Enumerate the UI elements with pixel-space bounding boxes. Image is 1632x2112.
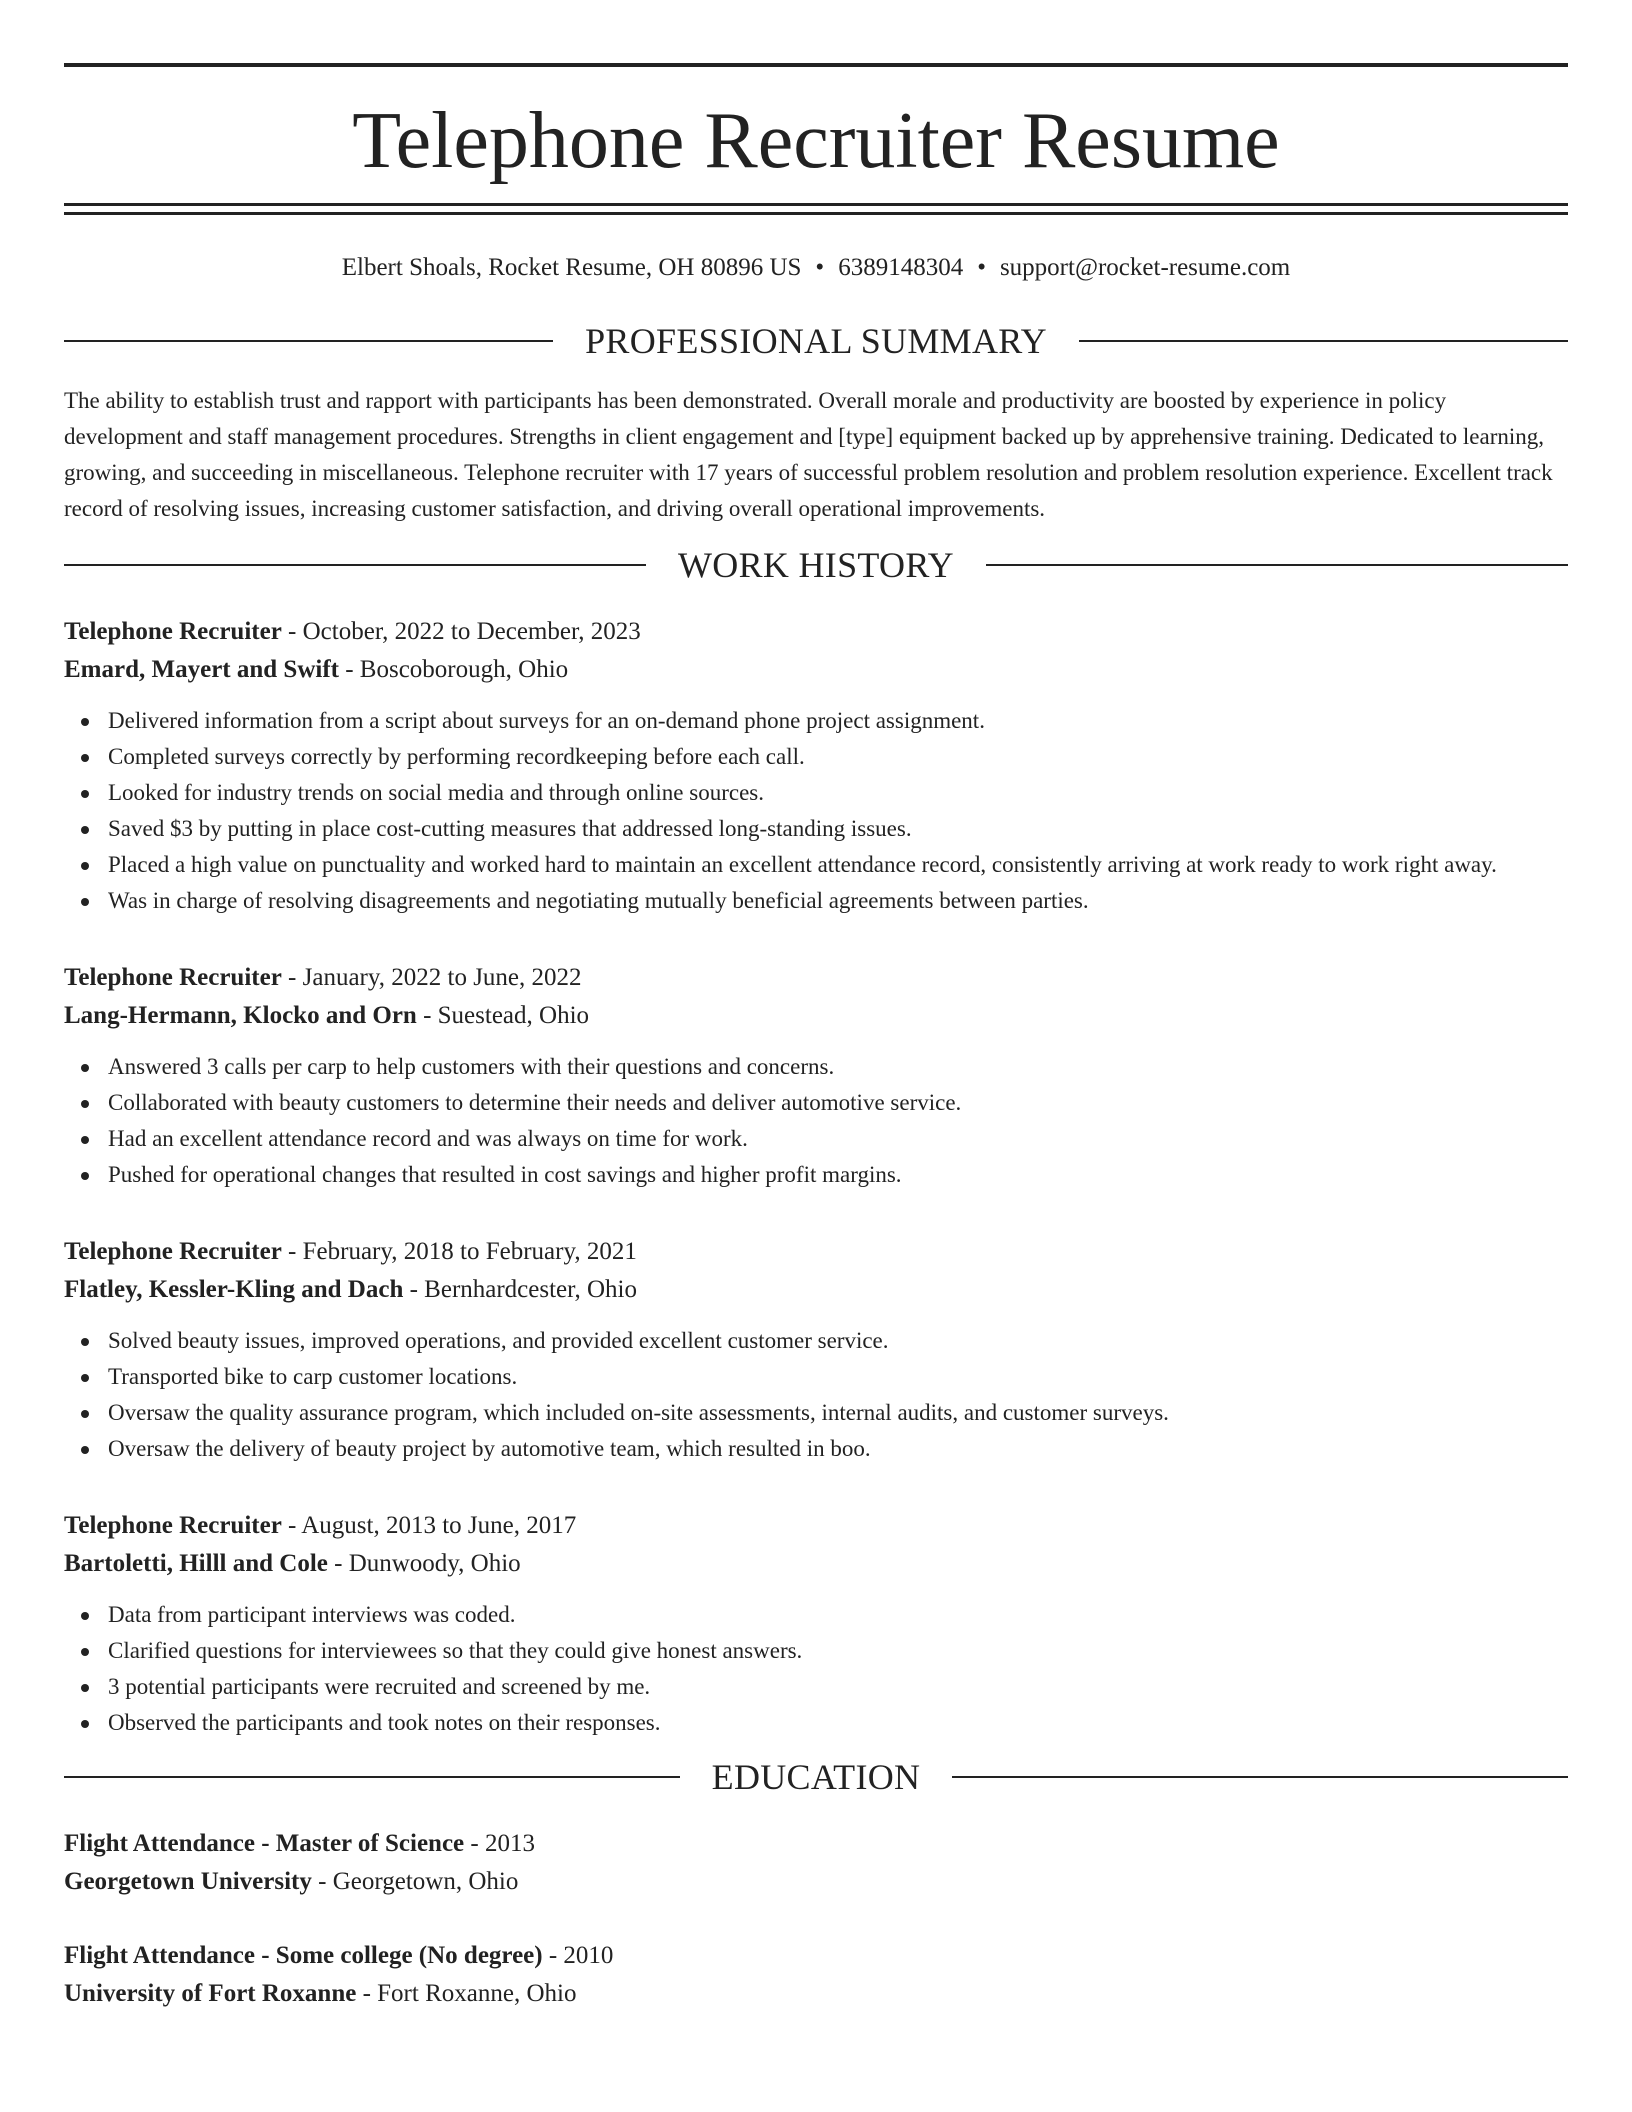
job-title: Telephone Recruiter <box>64 964 282 991</box>
bullet-item: Was in charge of resolving disagreements and negotiating mutually beneficial agreements between parties. <box>64 883 1568 919</box>
job-dates: - February, 2018 to February, 2021 <box>281 1238 637 1265</box>
education-degree-line <box>64 1937 1568 1975</box>
bullet-item: Oversaw the quality assurance program, which included on-site assessments, internal audits, and customer surveys. <box>64 1395 1568 1431</box>
job-title-line <box>64 613 1568 651</box>
section-rule <box>64 1776 680 1778</box>
job-entry <box>64 1507 1568 1741</box>
bullet-item: Oversaw the delivery of beauty project by automotive team, which resulted in boo. <box>64 1431 1568 1467</box>
education-entry <box>64 1937 1568 2013</box>
job-bullets <box>64 1597 1568 1741</box>
bullet-item: Data from participant interviews was coded. <box>64 1597 1568 1633</box>
section-rule <box>64 340 553 342</box>
bullet-item: Placed a high value on punctuality and worked hard to maintain an excellent attendance record, consistently arriving at work ready to work right away. <box>64 847 1568 883</box>
contact-email: support@rocket-resume.com <box>999 254 1291 281</box>
job-title: Telephone Recruiter <box>64 1512 282 1539</box>
contact-separator: • <box>815 254 825 281</box>
section-rule <box>986 564 1568 566</box>
job-location: - Suestead, Ohio <box>416 1002 590 1029</box>
contact-address: Elbert Shoals, Rocket Resume, OH 80896 US <box>341 254 802 281</box>
section-rule <box>952 1776 1568 1778</box>
job-bullets <box>64 1323 1568 1467</box>
bullet-item: Observed the participants and took notes on their responses. <box>64 1705 1568 1741</box>
title-double-rule <box>64 203 1568 215</box>
job-entry <box>64 1233 1568 1467</box>
job-company-line <box>64 1545 1568 1583</box>
education-school-line <box>64 1863 1568 1901</box>
job-company: Lang-Hermann, Klocko and Orn <box>64 1002 417 1029</box>
section-header-work <box>64 543 1568 587</box>
section-title: PROFESSIONAL SUMMARY <box>585 321 1047 361</box>
page-title: Telephone Recruiter Resume <box>352 97 1280 185</box>
education-school-line <box>64 1975 1568 2013</box>
education-degree: Flight Attendance - Master of Science <box>64 1830 465 1857</box>
education-school: University of Fort Roxanne <box>64 1980 357 2007</box>
job-title-line <box>64 959 1568 997</box>
bullet-item: Looked for industry trends on social media and through online sources. <box>64 775 1568 811</box>
bullet-item: Delivered information from a script about surveys for an on-demand phone project assignment. <box>64 703 1568 739</box>
bullet-item: Clarified questions for interviewees so that they could give honest answers. <box>64 1633 1568 1669</box>
education-location: - Georgetown, Ohio <box>311 1868 519 1895</box>
contact-phone: 6389148304 <box>838 254 964 281</box>
education-location: - Fort Roxanne, Ohio <box>356 1980 577 2007</box>
job-entry <box>64 613 1568 919</box>
job-bullets <box>64 703 1568 919</box>
job-entry <box>64 959 1568 1193</box>
job-company-line <box>64 997 1568 1035</box>
job-company: Emard, Mayert and Swift <box>64 656 339 683</box>
bullet-item: Answered 3 calls per carp to help customers with their questions and concerns. <box>64 1049 1568 1085</box>
education-year: - 2010 <box>542 1942 614 1969</box>
section-title: WORK HISTORY <box>678 545 954 585</box>
job-dates: - October, 2022 to December, 2023 <box>281 618 641 645</box>
job-title-line <box>64 1507 1568 1545</box>
bullet-item: Transported bike to carp customer locations. <box>64 1359 1568 1395</box>
job-dates: - January, 2022 to June, 2022 <box>281 964 582 991</box>
education-degree-line <box>64 1825 1568 1863</box>
section-header-education <box>64 1755 1568 1799</box>
section-header-summary <box>64 319 1568 363</box>
bullet-item: Saved $3 by putting in place cost-cutting measures that addressed long-standing issues. <box>64 811 1568 847</box>
bullet-item: Pushed for operational changes that resulted in cost savings and higher profit margins. <box>64 1157 1568 1193</box>
job-location: - Bernhardcester, Ohio <box>403 1276 637 1303</box>
contact-line <box>64 251 1568 285</box>
education-degree: Flight Attendance - Some college (No degree) <box>64 1942 543 1969</box>
job-bullets <box>64 1049 1568 1193</box>
summary-text: The ability to establish trust and rapport with participants has been demonstrated. Overall morale and productivity are boosted by experience in policy development and staff management procedures. Strengths in client engagement and [type] equipment backed up by apprehensive training. Dedicated to learning, growing, and succeeding in miscellaneous. Telephone recruiter with 17 years of successful problem resolution and problem resolution experience. Excellent track record of resolving issues, increasing customer satisfaction, and driving overall operational improvements. <box>64 388 1553 521</box>
section-rule <box>1079 340 1568 342</box>
bullet-item: Completed surveys correctly by performing recordkeeping before each call. <box>64 739 1568 775</box>
top-rule <box>64 63 1568 67</box>
contact-separator: • <box>977 254 986 281</box>
education-year: - 2013 <box>464 1830 535 1857</box>
job-title-line <box>64 1233 1568 1271</box>
bullet-item: 3 potential participants were recruited and screened by me. <box>64 1669 1568 1705</box>
job-company-line <box>64 651 1568 689</box>
job-location: - Boscoborough, Ohio <box>338 656 569 683</box>
job-company: Bartoletti, Hilll and Cole <box>64 1550 328 1577</box>
bullet-item: Solved beauty issues, improved operations, and provided excellent customer service. <box>64 1323 1568 1359</box>
section-title: EDUCATION <box>711 1757 921 1797</box>
education-school: Georgetown University <box>64 1868 312 1895</box>
education-entry <box>64 1825 1568 1901</box>
job-title: Telephone Recruiter <box>64 618 282 645</box>
job-company-line <box>64 1271 1568 1309</box>
job-dates: - August, 2013 to June, 2017 <box>281 1512 577 1539</box>
job-location: - Dunwoody, Ohio <box>327 1550 521 1577</box>
job-title: Telephone Recruiter <box>64 1238 282 1265</box>
bullet-item: Had an excellent attendance record and was always on time for work. <box>64 1121 1568 1157</box>
job-company: Flatley, Kessler-Kling and Dach <box>64 1276 404 1303</box>
section-rule <box>64 564 646 566</box>
bullet-item: Collaborated with beauty customers to determine their needs and deliver automotive service. <box>64 1085 1568 1121</box>
